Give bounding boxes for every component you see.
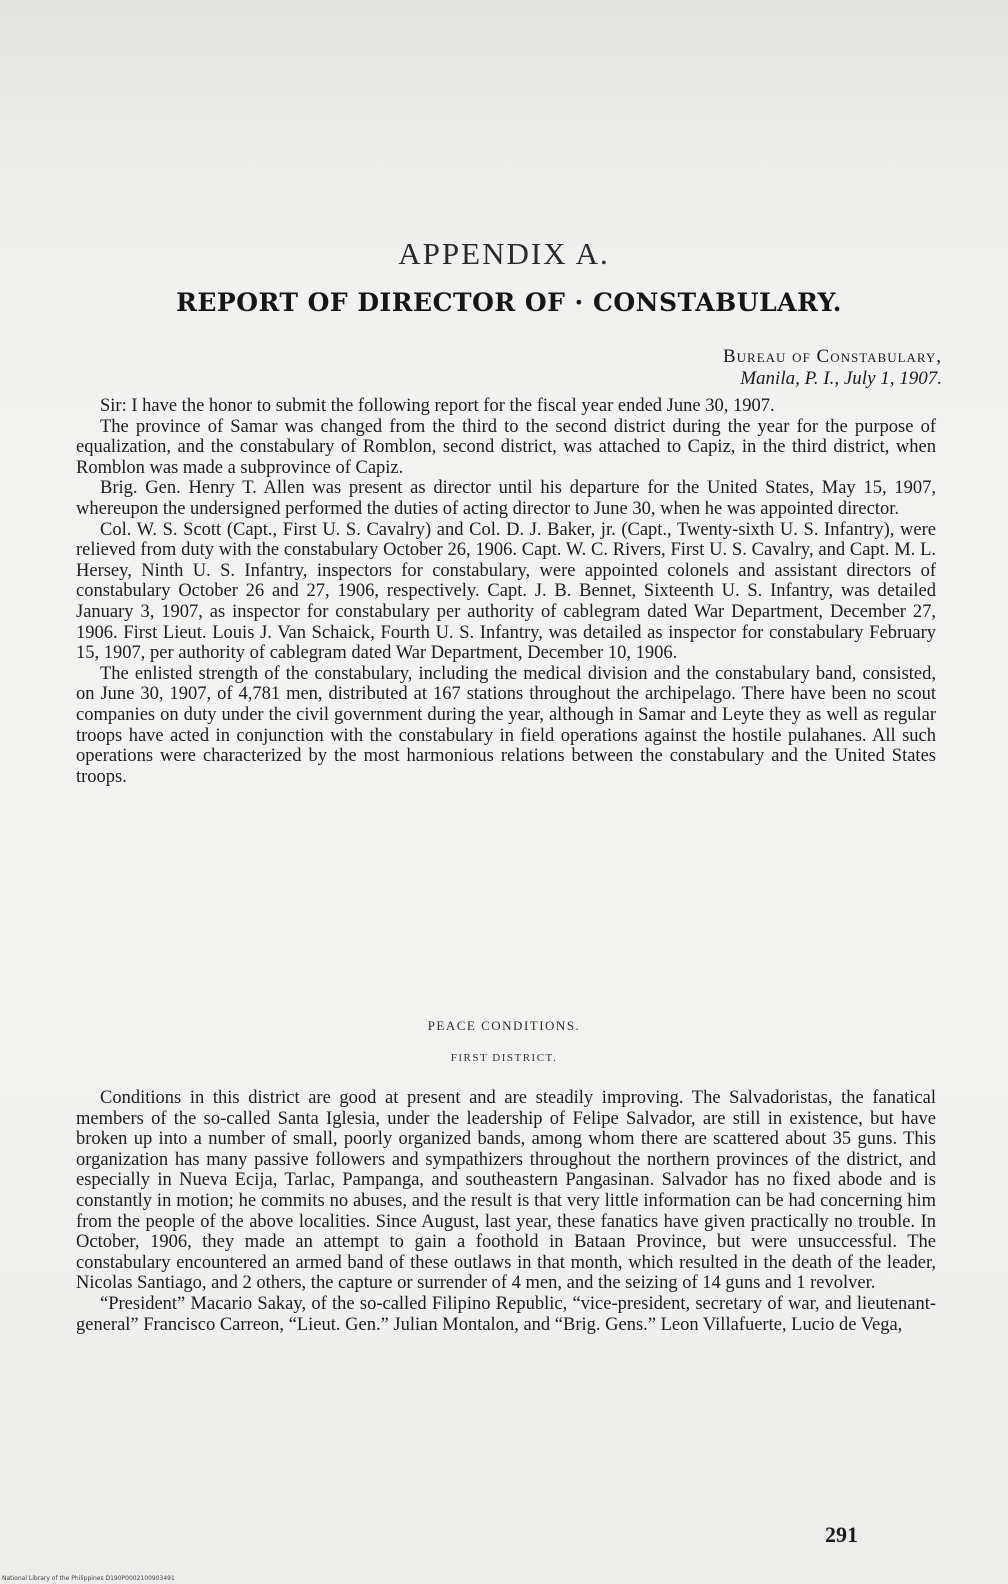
paragraph-officers: Col. W. S. Scott (Capt., First U. S. Cavalry) and Col. D. J. Baker, jr. (Capt., Twenty-sixth U. S. Infantry), were relieved from duty with the constabulary October 26, 1906. Capt. W. C. Rivers, First U. S. Cavalry, and Capt. M. L. Hersey, Ninth U. S. Infantry, inspectors for constabulary, were appointed colonels and assistant directors of constabulary October 26 and 27, 1906, respectively. Capt. J. B. Bennet, Sixteenth U. S. Infantry, was detailed January 3, 1907, as inspector for constabulary per authority of cablegram dated War Department, December 27, 1906. First Lieut. Louis J. Van Schaick, Fourth U. S. Infantry, was detailed as inspector for constabulary February 15, 1907, per authority of cablegram dated War Department, December 10, 1906. [76, 519, 936, 664]
report-body [76, 396, 936, 787]
paragraph-salutation: Sir: I have the honor to submit the following report for the fiscal year ended June 30, 1907. [100, 396, 775, 416]
paragraph-allen: Brig. Gen. Henry T. Allen was present as director until his departure for the United States, May 15, 1907, whereupon the undersigned performed the duties of acting director to June 30, when he was appointed director. [76, 478, 936, 519]
scan-footer: National Library of the Philippines D190P0002100903491 [2, 1575, 175, 1582]
report-title: REPORT OF DIRECTOR OF · CONSTABULARY. [176, 288, 842, 317]
subsection-heading: FIRST DISTRICT. [450, 1052, 558, 1064]
dateline-bureau: Bureau of Constabulary, [722, 346, 942, 367]
paragraph-sakay: “President” Macario Sakay, of the so-called Filipino Republic, “vice-president, secretary of war, and lieutenant-general” Francisco Carreon, “Lieut. Gen.” Julian Montalon, and “Brig. Gens.” Leon Villafuerte, Lucio de Vega, [76, 1293, 936, 1335]
appendix-title: APPENDIX A. [398, 236, 610, 271]
section-heading: PEACE CONDITIONS. [427, 1018, 581, 1033]
paragraph-conditions: Conditions in this district are good at present and are steadily improving. The Salvadoristas, the fanatical members of the so-called Santa Iglesia, under the leadership of Felipe Salvador, are still in existence, but have broken up into a number of small, poorly organized bands, among whom there are scattered about 35 guns. This organization has many passive followers and sympathizers throughout the northern provinces of the district, and especially in Nueva Ecija, Tarlac, Pampanga, and southeastern Pangasinan. Salvador has no fixed abode and is constantly in motion; he commits no abuses, and the result is that very little information can be had concerning him from the people of the above localities. Since August, last year, these fanatics have given practically no trouble. In October, 1906, they made an attempt to gain a foothold in Bataan Province, but were unsuccessful. The constabulary encountered an armed band of these outlaws in that month, which resulted in the death of the leader, Nicolas Santiago, and 2 others, the capture or surrender of 4 men, and the seizing of 14 guns and 1 revolver. [76, 1088, 936, 1294]
district-body [76, 1088, 936, 1335]
paragraph-samar: The province of Samar was changed from the third to the second district during the year for the purpose of equalization, and the constabulary of Romblon, second district, was attached to Capiz, in the third district, when Romblon was made a subprovince of Capiz. [76, 416, 936, 478]
page-number: 291 [825, 1522, 858, 1547]
dateline-place-date: Manila, P. I., July 1, 1907. [740, 368, 942, 389]
dateline [723, 346, 942, 390]
paragraph-strength: The enlisted strength of the constabulary, including the medical division and the constabulary band, consisted, on June 30, 1907, of 4,781 men, distributed at 167 stations throughout the archipelago. There have been no scout companies on duty under the civil government during the year, although in Samar and Leyte they as well as regular troops have acted in conjunction with the constabulary in field operations against the hostile pulahanes. All such operations were characterized by the most harmonious relations between the constabulary and the United States troops. [76, 663, 936, 787]
